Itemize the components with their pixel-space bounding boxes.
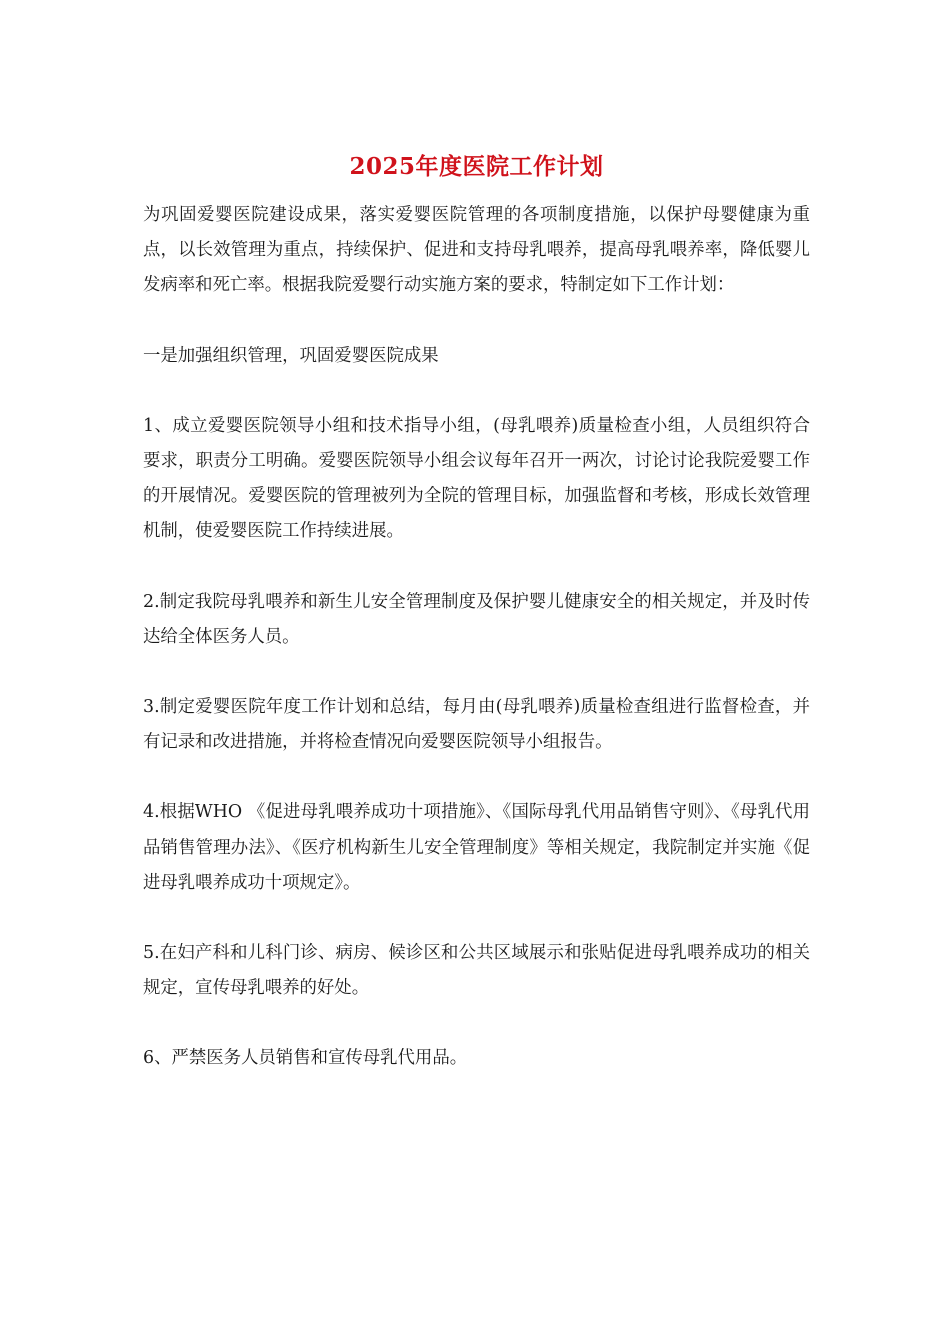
item-4-paragraph: 4.根据WHO 《促进母乳喂养成功十项措施》、《国际母乳代用品销售守则》、《母乳代用品销售管理办法》、《医疗机构新生儿安全管理制度》等相关规定，我院制定并实施《促进母乳喂养成功十项规定》。 <box>143 802 810 893</box>
item-6-paragraph: 6、严禁医务人员销售和宣传母乳代用品。 <box>143 1048 468 1069</box>
intro-paragraph: 为巩固爱婴医院建设成果，落实爱婴医院管理的各项制度措施，以保护母婴健康为重点，以长效管理为重点，持续保护、促进和支持母乳喂养，提高母乳喂养率，降低婴儿发病率和死亡率。根据我院爱婴行动实施方案的要求，特制定如下工作计划： <box>143 205 810 296</box>
item-1-paragraph: 1、成立爱婴医院领导小组和技术指导小组，(母乳喂养)质量检查小组，人员组织符合要求，职责分工明确。爱婴医院领导小组会议每年召开一两次，讨论讨论我院爱婴工作的开展情况。爱婴医院的管理被列为全院的管理目标，加强监督和考核，形成长效管理机制，使爱婴医院工作持续进展。 <box>143 415 810 542</box>
section-heading: 一是加强组织管理，巩固爱婴医院成果 <box>143 345 439 366</box>
item-3-paragraph: 3.制定爱婴医院年度工作计划和总结，每月由(母乳喂养)质量检查组进行监督检查，并有记录和改进措施，并将检查情况向爱婴医院领导小组报告。 <box>143 697 810 753</box>
item-2-paragraph: 2.制定我院母乳喂养和新生儿安全管理制度及保护婴儿健康安全的相关规定，并及时传达给全体医务人员。 <box>143 591 810 647</box>
document-title: 2025年度医院工作计划 <box>349 153 604 180</box>
item-5-paragraph: 5.在妇产科和儿科门诊、病房、候诊区和公共区域展示和张贴促进母乳喂养成功的相关规定，宣传母乳喂养的好处。 <box>143 943 810 999</box>
